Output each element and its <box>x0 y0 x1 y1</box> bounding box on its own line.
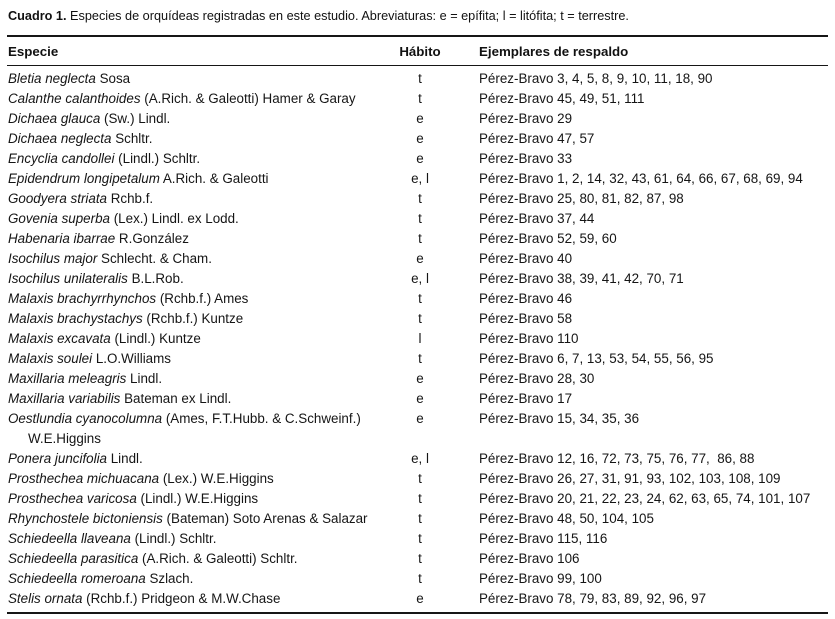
species-cell <box>7 509 387 529</box>
species-name: Epidendrum longipetalum <box>8 171 160 186</box>
table-row <box>7 149 828 169</box>
species-name: Malaxis brachystachys <box>8 311 143 326</box>
species-name: Bletia neglecta <box>8 71 96 86</box>
table-row <box>7 309 828 329</box>
species-authority: B.L.Rob. <box>127 271 184 286</box>
species-cell <box>7 449 387 469</box>
voucher-list: Pérez-Bravo 15, 34, 35, 36 <box>479 411 640 426</box>
table-row <box>7 129 828 149</box>
voucher-list: Pérez-Bravo 52, 59, 60 <box>479 231 617 246</box>
habit-value: e <box>416 391 424 406</box>
species-authority: (Lindl.) W.E.Higgins <box>136 491 259 506</box>
species-cell <box>7 369 387 389</box>
species-cell <box>7 349 387 369</box>
voucher-list: Pérez-Bravo 45, 49, 51, 111 <box>479 91 645 106</box>
habit-value: e <box>416 131 424 146</box>
species-authority: Bateman ex Lindl. <box>120 391 232 406</box>
species-authority: (A.Rich. & Galeotti) Schltr. <box>138 551 298 566</box>
table-caption <box>7 5 828 35</box>
habit-value: t <box>418 351 422 366</box>
voucher-list: Pérez-Bravo 110 <box>479 331 579 346</box>
habit-value: e, l <box>411 271 429 286</box>
species-name: Maxillaria meleagris <box>8 371 127 386</box>
voucher-list: Pérez-Bravo 106 <box>479 551 580 566</box>
species-cell <box>7 169 387 189</box>
habit-value: t <box>418 511 422 526</box>
species-cell <box>7 66 387 90</box>
species-name: Prosthechea varicosa <box>8 491 137 506</box>
species-authority: (Lex.) Lindl. ex Lodd. <box>110 211 239 226</box>
species-name: Govenia superba <box>8 211 110 226</box>
species-cell <box>7 109 387 129</box>
voucher-list: Pérez-Bravo 48, 50, 104, 105 <box>479 511 654 526</box>
habit-value: e <box>416 111 424 126</box>
habit-value: t <box>418 71 422 86</box>
species-cell <box>7 529 387 549</box>
species-name: Ponera juncifolia <box>8 451 108 466</box>
species-authority: (Lindl.) Kuntze <box>110 331 201 346</box>
table-row <box>7 189 828 209</box>
voucher-list: Pérez-Bravo 12, 16, 72, 73, 75, 76, 77, 86, 88 <box>479 451 755 466</box>
species-cell <box>7 329 387 349</box>
habit-value: t <box>418 191 422 206</box>
species-authority: (Bateman) Soto Arenas & Salazar <box>162 511 368 526</box>
table-row <box>7 449 828 469</box>
habit-value: e, l <box>411 171 429 186</box>
habit-value: l <box>418 331 422 346</box>
habit-value: e, l <box>411 451 429 466</box>
species-name: Dichaea neglecta <box>8 131 112 146</box>
habit-value: t <box>418 211 422 226</box>
col-header-especie: Especie <box>7 36 387 66</box>
species-name: Goodyera striata <box>8 191 107 206</box>
species-cell <box>7 149 387 169</box>
species-name: Isochilus unilateralis <box>8 271 128 286</box>
habit-value: e <box>416 251 424 266</box>
species-authority: (Lindl.) Schltr. <box>130 531 217 546</box>
habit-value: t <box>418 571 422 586</box>
species-cell <box>7 89 387 109</box>
table-row <box>7 249 828 269</box>
voucher-list: Pérez-Bravo 28, 30 <box>479 371 595 386</box>
table-row <box>7 109 828 129</box>
table-row <box>7 229 828 249</box>
species-authority: Szlach. <box>145 571 194 586</box>
habit-value: t <box>418 551 422 566</box>
habit-value: e <box>416 591 424 606</box>
species-cell <box>7 589 387 613</box>
caption-text: Especies de orquídeas registradas en este estudio. Abreviaturas: e = epífita; l = litófita; t = terrestre. <box>66 9 629 23</box>
species-authority: Schlecht. & Cham. <box>97 251 212 266</box>
voucher-list: Pérez-Bravo 46 <box>479 291 573 306</box>
table-row <box>7 409 828 449</box>
voucher-list: Pérez-Bravo 26, 27, 31, 91, 93, 102, 103, 108, 109 <box>479 471 781 486</box>
voucher-list: Pérez-Bravo 29 <box>479 111 573 126</box>
table-body <box>7 66 828 614</box>
voucher-list: Pérez-Bravo 6, 7, 13, 53, 54, 55, 56, 95 <box>479 351 714 366</box>
species-name: Schiedeella parasitica <box>8 551 139 566</box>
species-name: Malaxis soulei <box>8 351 93 366</box>
voucher-list: Pérez-Bravo 3, 4, 5, 8, 9, 10, 11, 18, 90 <box>479 71 713 86</box>
species-name: Stelis ornata <box>8 591 83 606</box>
species-name: Calanthe calanthoides <box>8 91 141 106</box>
habit-value: t <box>418 91 422 106</box>
table-row <box>7 469 828 489</box>
species-name: Encyclia candollei <box>8 151 115 166</box>
table-header <box>7 36 828 66</box>
species-name: Schiedeella romeroana <box>8 571 146 586</box>
species-authority: Rchb.f. <box>107 191 154 206</box>
species-authority: Lindl. <box>107 451 143 466</box>
table-row <box>7 209 828 229</box>
species-cell <box>7 549 387 569</box>
species-authority: L.O.Williams <box>92 351 171 366</box>
species-name: Maxillaria variabilis <box>8 391 121 406</box>
col-header-ejemplares: Ejemplares de respaldo <box>453 36 828 66</box>
species-cell <box>7 569 387 589</box>
habit-value: t <box>418 231 422 246</box>
voucher-list: Pérez-Bravo 38, 39, 41, 42, 70, 71 <box>479 271 684 286</box>
species-cell <box>7 129 387 149</box>
habit-value: t <box>418 471 422 486</box>
species-authority: Lindl. <box>126 371 163 386</box>
voucher-list: Pérez-Bravo 115, 116 <box>479 531 608 546</box>
species-cell <box>7 289 387 309</box>
table-row <box>7 289 828 309</box>
habit-value: e <box>416 411 424 426</box>
species-authority: Sosa <box>95 71 131 86</box>
species-authority: R.González <box>115 231 189 246</box>
habit-value: t <box>418 531 422 546</box>
table-row <box>7 329 828 349</box>
habit-value: t <box>418 311 422 326</box>
habit-value: e <box>416 151 424 166</box>
table-row <box>7 549 828 569</box>
species-name: Malaxis excavata <box>8 331 111 346</box>
table-row <box>7 589 828 613</box>
species-cell <box>7 469 387 489</box>
species-cell <box>7 189 387 209</box>
table-row <box>7 389 828 409</box>
voucher-list: Pérez-Bravo 37, 44 <box>479 211 595 226</box>
habit-value: t <box>418 291 422 306</box>
species-name: Isochilus major <box>8 251 98 266</box>
species-cell <box>7 269 387 289</box>
species-authority: (Sw.) Lindl. <box>100 111 171 126</box>
species-authority: Schltr. <box>111 131 153 146</box>
species-authority: (Rchb.f.) Ames <box>156 291 249 306</box>
species-authority: (Lex.) W.E.Higgins <box>159 471 274 486</box>
table-row <box>7 369 828 389</box>
table-row <box>7 89 828 109</box>
species-cell <box>7 209 387 229</box>
voucher-list: Pérez-Bravo 20, 21, 22, 23, 24, 62, 63, 65, 74, 101, 107 <box>479 491 811 506</box>
voucher-list: Pérez-Bravo 99, 100 <box>479 571 602 586</box>
voucher-list: Pérez-Bravo 47, 57 <box>479 131 595 146</box>
table-row <box>7 569 828 589</box>
species-cell <box>7 389 387 409</box>
species-name: Habenaria ibarrae <box>8 231 116 246</box>
species-authority: (Lindl.) Schltr. <box>114 151 201 166</box>
habit-value: e <box>416 371 424 386</box>
table-row <box>7 489 828 509</box>
habit-value: t <box>418 491 422 506</box>
species-cell <box>7 409 387 449</box>
species-name: Rhynchostele bictoniensis <box>8 511 163 526</box>
species-cell <box>7 249 387 269</box>
table-row <box>7 529 828 549</box>
species-table <box>7 35 828 614</box>
voucher-list: Pérez-Bravo 58 <box>479 311 573 326</box>
table-row <box>7 66 828 90</box>
species-authority: A.Rich. & Galeotti <box>159 171 269 186</box>
voucher-list: Pérez-Bravo 33 <box>479 151 573 166</box>
table-row <box>7 509 828 529</box>
table-row <box>7 169 828 189</box>
species-name: Schiedeella llaveana <box>8 531 131 546</box>
species-authority: (Rchb.f.) Kuntze <box>142 311 244 326</box>
species-authority: (Ames, F.T.Hubb. & C.Schweinf.) W.E.Higgins <box>28 411 361 446</box>
species-authority: (A.Rich. & Galeotti) Hamer & Garay <box>140 91 356 106</box>
col-header-habito: Hábito <box>387 36 453 66</box>
voucher-list: Pérez-Bravo 17 <box>479 391 573 406</box>
voucher-list: Pérez-Bravo 25, 80, 81, 82, 87, 98 <box>479 191 684 206</box>
voucher-list: Pérez-Bravo 1, 2, 14, 32, 43, 61, 64, 66, 67, 68, 69, 94 <box>479 171 803 186</box>
species-cell <box>7 489 387 509</box>
voucher-list: Pérez-Bravo 40 <box>479 251 573 266</box>
caption-label: Cuadro 1. <box>8 9 67 23</box>
species-authority: (Rchb.f.) Pridgeon & M.W.Chase <box>82 591 281 606</box>
table-row <box>7 269 828 289</box>
species-name: Prosthechea michuacana <box>8 471 160 486</box>
species-cell <box>7 229 387 249</box>
species-name: Dichaea glauca <box>8 111 101 126</box>
table-row <box>7 349 828 369</box>
voucher-list: Pérez-Bravo 78, 79, 83, 89, 92, 96, 97 <box>479 591 707 606</box>
species-name: Malaxis brachyrrhynchos <box>8 291 157 306</box>
species-cell <box>7 309 387 329</box>
species-name: Oestlundia cyanocolumna <box>8 411 163 426</box>
